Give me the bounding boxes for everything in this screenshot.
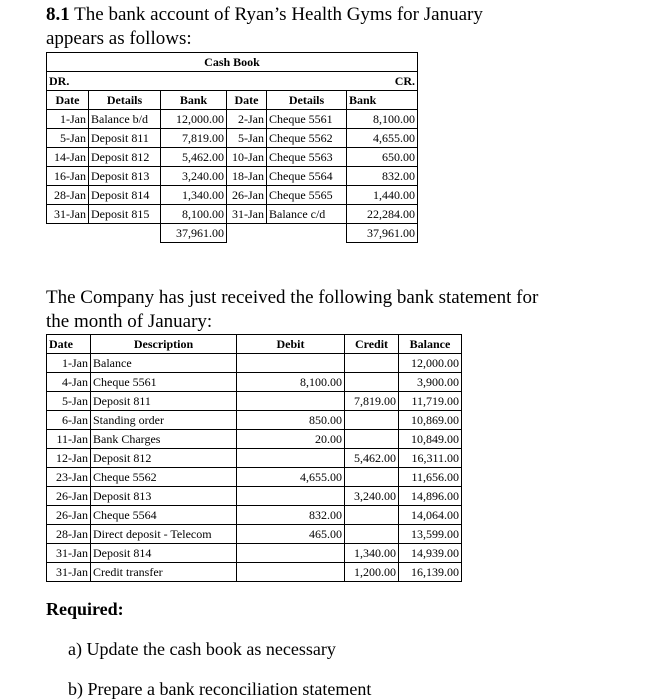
cell: Deposit 814 (91, 544, 237, 563)
cell: 832.00 (347, 167, 418, 186)
cell: 26-Jan (227, 186, 267, 205)
cell: 8,100.00 (161, 205, 227, 224)
cash-book-cr-label: CR. (227, 72, 418, 91)
cell (237, 354, 345, 373)
cell: 26-Jan (47, 487, 91, 506)
cell: 3,240.00 (345, 487, 399, 506)
cash-book-totals-row (47, 224, 418, 243)
cash-book-header: Details (267, 91, 347, 110)
cash-book-header: Details (89, 91, 161, 110)
cell: 28-Jan (47, 186, 89, 205)
cell (237, 563, 345, 582)
cell: 8,100.00 (347, 110, 418, 129)
cell: 3,900.00 (399, 373, 462, 392)
table-row (47, 430, 462, 449)
cell: 28-Jan (47, 525, 91, 544)
cell: Deposit 812 (89, 148, 161, 167)
statement-intro-line1: The Company has just received the following bank statement for (46, 287, 539, 308)
cell: 7,819.00 (161, 129, 227, 148)
cell: Balance b/d (89, 110, 161, 129)
cell: 650.00 (347, 148, 418, 167)
cell: 12-Jan (47, 449, 91, 468)
table-row (47, 525, 462, 544)
cell: Deposit 813 (91, 487, 237, 506)
cell: 3,240.00 (161, 167, 227, 186)
cell: 16,139.00 (399, 563, 462, 582)
cell: 1,440.00 (347, 186, 418, 205)
cell (345, 506, 399, 525)
cash-book-header: Bank (347, 91, 418, 110)
cell: Balance c/d (267, 205, 347, 224)
table-row (47, 487, 462, 506)
table-row (47, 373, 462, 392)
cell: 5-Jan (47, 129, 89, 148)
cell: Cheque 5563 (267, 148, 347, 167)
cell: 14,896.00 (399, 487, 462, 506)
bank-statement-header: Description (91, 335, 237, 354)
cell (237, 392, 345, 411)
question-intro-line1: The bank account of Ryan’s Health Gyms for January (74, 4, 483, 25)
cell: 7,819.00 (345, 392, 399, 411)
cell: 31-Jan (227, 205, 267, 224)
cell: 8,100.00 (237, 373, 345, 392)
required-label: Required: (46, 599, 124, 619)
cell: 6-Jan (47, 411, 91, 430)
cell: Deposit 811 (89, 129, 161, 148)
cell: 18-Jan (227, 167, 267, 186)
cash-book-total-dr: 37,961.00 (161, 224, 227, 243)
cell: 5,462.00 (345, 449, 399, 468)
cell: 850.00 (237, 411, 345, 430)
cell: Deposit 811 (91, 392, 237, 411)
cash-book-table (46, 52, 418, 243)
cell: Cheque 5561 (267, 110, 347, 129)
cell: Direct deposit - Telecom (91, 525, 237, 544)
cell: Balance (91, 354, 237, 373)
cell: 31-Jan (47, 563, 91, 582)
cash-book-dr-label: DR. (47, 72, 227, 91)
bank-statement-header: Debit (237, 335, 345, 354)
cell: Cheque 5562 (267, 129, 347, 148)
cell: 1,200.00 (345, 563, 399, 582)
cell: 1-Jan (47, 354, 91, 373)
cell: 11-Jan (47, 430, 91, 449)
table-row (47, 110, 418, 129)
cell: 10-Jan (227, 148, 267, 167)
table-row (47, 205, 418, 224)
cell: 10,869.00 (399, 411, 462, 430)
cell: 4,655.00 (237, 468, 345, 487)
cell: 12,000.00 (399, 354, 462, 373)
cell: 12,000.00 (161, 110, 227, 129)
table-row (47, 186, 418, 205)
bank-statement-header-row (47, 335, 462, 354)
cell (237, 544, 345, 563)
required-item-b: b) Prepare a bank reconciliation statement (68, 679, 372, 699)
cell: 26-Jan (47, 506, 91, 525)
cell: 10,849.00 (399, 430, 462, 449)
bank-statement-header: Balance (399, 335, 462, 354)
cell: Bank Charges (91, 430, 237, 449)
cell: 5-Jan (47, 392, 91, 411)
bank-statement-header: Date (47, 335, 91, 354)
cell (237, 487, 345, 506)
cash-book-header: Bank (161, 91, 227, 110)
cell: 14,939.00 (399, 544, 462, 563)
cell: 31-Jan (47, 544, 91, 563)
cell: 16-Jan (47, 167, 89, 186)
cell: 1,340.00 (345, 544, 399, 563)
cash-book-total-cr: 37,961.00 (347, 224, 418, 243)
table-row (47, 129, 418, 148)
statement-intro-line2: the month of January: (46, 311, 213, 332)
cell: Standing order (91, 411, 237, 430)
table-row (47, 392, 462, 411)
cell: 13,599.00 (399, 525, 462, 544)
cell (237, 449, 345, 468)
cell: Cheque 5564 (267, 167, 347, 186)
cell: Cheque 5562 (91, 468, 237, 487)
cell: 1,340.00 (161, 186, 227, 205)
table-row (47, 148, 418, 167)
bank-statement-header: Credit (345, 335, 399, 354)
question-intro-line2: appears as follows: (46, 28, 192, 49)
cell: Deposit 813 (89, 167, 161, 186)
table-row (47, 167, 418, 186)
cell: Deposit 814 (89, 186, 161, 205)
bank-statement-table (46, 334, 462, 582)
cell (345, 430, 399, 449)
cash-book-header: Date (47, 91, 89, 110)
cash-book-header: Date (227, 91, 267, 110)
cell: 14-Jan (47, 148, 89, 167)
cell: 832.00 (237, 506, 345, 525)
cell: 5,462.00 (161, 148, 227, 167)
question-number: 8.1 (46, 4, 70, 25)
cell (345, 373, 399, 392)
cell: Cheque 5564 (91, 506, 237, 525)
table-row (47, 449, 462, 468)
cell: Cheque 5561 (91, 373, 237, 392)
cell (345, 525, 399, 544)
cell: 465.00 (237, 525, 345, 544)
cell: 5-Jan (227, 129, 267, 148)
table-row (47, 506, 462, 525)
table-row (47, 468, 462, 487)
table-row (47, 563, 462, 582)
table-row (47, 411, 462, 430)
question-heading (46, 4, 483, 26)
cell: 11,656.00 (399, 468, 462, 487)
cell (345, 468, 399, 487)
cell: 2-Jan (227, 110, 267, 129)
cell: Deposit 812 (91, 449, 237, 468)
cell: 23-Jan (47, 468, 91, 487)
cash-book-header-row (47, 91, 418, 110)
cell: 16,311.00 (399, 449, 462, 468)
cell: 20.00 (237, 430, 345, 449)
cell: Credit transfer (91, 563, 237, 582)
cell: 11,719.00 (399, 392, 462, 411)
table-row (47, 354, 462, 373)
cell: 4-Jan (47, 373, 91, 392)
cell: 31-Jan (47, 205, 89, 224)
cell: Cheque 5565 (267, 186, 347, 205)
cash-book-title: Cash Book (47, 53, 418, 72)
cell: 4,655.00 (347, 129, 418, 148)
required-item-a: a) Update the cash book as necessary (68, 639, 336, 659)
cell: 22,284.00 (347, 205, 418, 224)
cell: Deposit 815 (89, 205, 161, 224)
table-row (47, 544, 462, 563)
cell (345, 354, 399, 373)
cell: 14,064.00 (399, 506, 462, 525)
cell: 1-Jan (47, 110, 89, 129)
cell (345, 411, 399, 430)
